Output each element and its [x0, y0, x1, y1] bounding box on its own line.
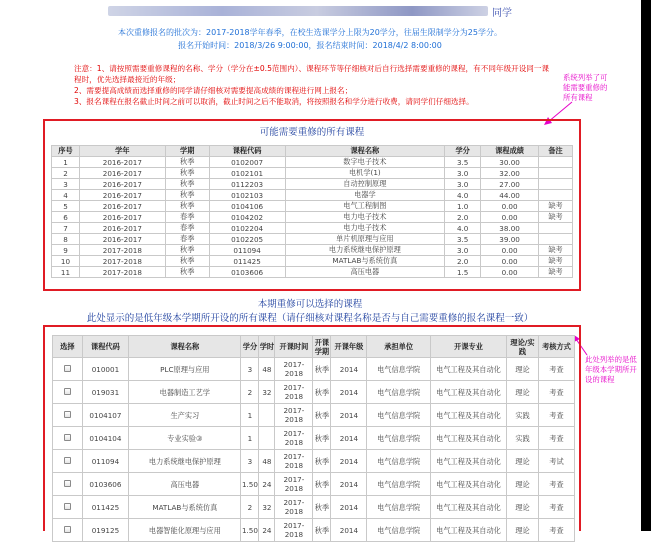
rule-1: 注意：1、请按照需要重修课程的名称、学分（学分在±0.5范围内）、课程环节等仔细核对后自行选择需要重修的课程，有不同年级开设同一课程时，优先选择最接近的年级； — [74, 64, 550, 84]
table-cell: 2017-2018 — [275, 496, 313, 519]
table-cell: 电气工程及其自动化 — [430, 381, 506, 404]
column-header: 开课学期 — [314, 337, 330, 356]
select-checkbox[interactable] — [64, 434, 71, 441]
table-cell: 电力电子技术 — [285, 212, 445, 223]
window-edge — [641, 0, 651, 531]
current-courses-caption: 本期重修可以选择的课程 — [257, 299, 363, 310]
table-cell: 010001 — [82, 358, 129, 381]
table-header-row — [53, 336, 575, 358]
current-courses-panel — [43, 325, 581, 539]
table-cell: 0102007 — [209, 157, 285, 168]
table-cell — [539, 168, 573, 179]
table-cell: 4.0 — [445, 223, 481, 234]
table-cell: 5 — [52, 201, 80, 212]
table-cell: 春季 — [165, 212, 209, 223]
table-row — [52, 267, 573, 278]
table-cell: 考查 — [538, 473, 574, 496]
table-cell: 秋季 — [313, 358, 331, 381]
table-cell: 3 — [241, 450, 259, 473]
table-cell: 单片机原理与应用 — [285, 234, 445, 245]
table-cell: 电气信息学院 — [367, 404, 431, 427]
table-cell: 11 — [52, 267, 80, 278]
page-title — [0, 0, 620, 22]
table-row — [52, 168, 573, 179]
table-cell: 缺考 — [539, 256, 573, 267]
select-cell — [53, 404, 83, 427]
select-cell — [53, 496, 83, 519]
table-row — [53, 404, 575, 427]
table-cell: 电气工程及其自动化 — [430, 427, 506, 450]
table-cell: 2017-2018 — [275, 519, 313, 542]
table-cell: PLC原理与应用 — [129, 358, 241, 381]
table-cell: 011094 — [209, 245, 285, 256]
column-header: 开课专业 — [430, 336, 506, 358]
table-cell — [539, 157, 573, 168]
table-cell: 39.00 — [481, 234, 539, 245]
table-cell: 1.50 — [241, 519, 259, 542]
retake-candidates-panel — [43, 119, 581, 291]
annotation-current-courses — [585, 355, 643, 385]
batch-info: 本次重修报名的批次为：2017-2018学年春季，在校生选课学分上限为20学分，往届生限制学分为25学分。 — [118, 28, 502, 37]
table-cell: 电气信息学院 — [367, 450, 431, 473]
table-cell: 2016-2017 — [79, 201, 165, 212]
column-header: 学分 — [445, 146, 481, 157]
table-cell: 2014 — [331, 496, 367, 519]
column-header: 课程成绩 — [481, 146, 539, 157]
table-cell: 30.00 — [481, 157, 539, 168]
table-cell: 春季 — [165, 223, 209, 234]
table-cell: 电气工程及其自动化 — [430, 496, 506, 519]
table-cell: 6 — [52, 212, 80, 223]
table-cell: 电气信息学院 — [367, 358, 431, 381]
table-cell: 理论 — [507, 450, 539, 473]
table-cell: 1.5 — [445, 267, 481, 278]
select-cell — [53, 427, 83, 450]
table-cell: 9 — [52, 245, 80, 256]
table-cell: 专业实验③ — [129, 427, 241, 450]
select-cell — [53, 450, 83, 473]
table-row — [53, 381, 575, 404]
retake-candidates-table — [51, 145, 573, 278]
table-cell — [539, 190, 573, 201]
table-cell: 秋季 — [165, 179, 209, 190]
table-cell: 011094 — [82, 450, 129, 473]
rules-notice — [74, 63, 552, 107]
column-header: 课程代码 — [82, 336, 129, 358]
select-checkbox[interactable] — [64, 457, 71, 464]
table-cell: 秋季 — [313, 519, 331, 542]
table-cell: 考查 — [538, 496, 574, 519]
table-cell: 2017-2018 — [275, 450, 313, 473]
table-cell: 秋季 — [165, 201, 209, 212]
table-cell: 2016-2017 — [79, 157, 165, 168]
column-header: 序号 — [52, 146, 80, 157]
annotation-line: 此处列举的是低 — [585, 355, 637, 364]
table-cell: 0102205 — [209, 234, 285, 245]
rule-2: 2、需要提高成绩而选择重修的同学请仔细核对需要提高成绩的课程进行网上报名； — [74, 86, 353, 95]
table-cell: 3.0 — [445, 168, 481, 179]
table-cell: 0103606 — [82, 473, 129, 496]
page-header — [0, 0, 620, 53]
table-cell: 0103606 — [209, 267, 285, 278]
table-cell: 2014 — [331, 427, 367, 450]
table-cell: 缺考 — [539, 245, 573, 256]
table-cell: 缺考 — [539, 201, 573, 212]
table-cell: 考查 — [538, 427, 574, 450]
table-cell — [539, 234, 573, 245]
annotation-line: 所有课程 — [563, 93, 593, 102]
table-cell: 电气工程制图 — [285, 201, 445, 212]
table-cell: 32.00 — [481, 168, 539, 179]
table-cell: 电气信息学院 — [367, 381, 431, 404]
table-cell: 秋季 — [313, 404, 331, 427]
table-cell: 秋季 — [313, 473, 331, 496]
table-cell: 2014 — [331, 473, 367, 496]
table-cell: 秋季 — [313, 450, 331, 473]
table-cell: 电气信息学院 — [367, 519, 431, 542]
table-cell: 019031 — [82, 381, 129, 404]
table-cell: 数字电子技术 — [285, 157, 445, 168]
table-cell: 秋季 — [165, 256, 209, 267]
table-cell: 3 — [52, 179, 80, 190]
table-cell: 2.0 — [445, 212, 481, 223]
table-cell: 3.5 — [445, 234, 481, 245]
table-cell: 0104106 — [209, 201, 285, 212]
select-checkbox[interactable] — [64, 365, 71, 372]
column-header: 学期 — [165, 146, 209, 157]
table-cell: 缺考 — [539, 267, 573, 278]
table-cell: 高压电器 — [285, 267, 445, 278]
table-cell: 011425 — [82, 496, 129, 519]
column-header: 学分 — [241, 336, 259, 358]
table-cell: 8 — [52, 234, 80, 245]
table-cell: 电力系统继电保护原理 — [129, 450, 241, 473]
table-cell: 0104107 — [82, 404, 129, 427]
table-cell: 电气信息学院 — [367, 473, 431, 496]
table-row — [52, 223, 573, 234]
column-header: 备注 — [539, 146, 573, 157]
table-cell: 电气信息学院 — [367, 427, 431, 450]
table-cell: 考查 — [538, 381, 574, 404]
table-cell: 24 — [259, 519, 275, 542]
table-cell: 秋季 — [313, 381, 331, 404]
table-row — [52, 190, 573, 201]
table-row — [52, 256, 573, 267]
table-cell: 0104202 — [209, 212, 285, 223]
select-cell — [53, 473, 83, 496]
table-cell: MATLAB与系统仿真 — [129, 496, 241, 519]
table-cell: 2017-2018 — [79, 267, 165, 278]
table-cell: 实践 — [507, 404, 539, 427]
rule-3: 3、报名课程在报名截止时间之前可以取消，截止时间之后不能取消，将按照报名和学分进行收费，请同学们仔细选择。 — [74, 97, 474, 106]
table-cell: 3.0 — [445, 179, 481, 190]
column-header: 选择 — [53, 336, 83, 358]
select-checkbox[interactable] — [64, 411, 71, 418]
select-checkbox[interactable] — [64, 526, 71, 533]
table-cell: 2 — [241, 496, 259, 519]
table-cell: 019125 — [82, 519, 129, 542]
select-cell — [53, 519, 83, 542]
column-header: 开课年级 — [331, 336, 367, 358]
table-cell: 2014 — [331, 358, 367, 381]
table-cell: 2.0 — [445, 256, 481, 267]
table-cell: 秋季 — [165, 157, 209, 168]
table-cell: 2016-2017 — [79, 168, 165, 179]
table-cell: 0.00 — [481, 212, 539, 223]
table-row — [52, 157, 573, 168]
table-cell: 2017-2018 — [79, 256, 165, 267]
table-cell: 电气工程及其自动化 — [430, 450, 506, 473]
table-cell: 0104104 — [82, 427, 129, 450]
table-row — [52, 234, 573, 245]
table-row — [52, 212, 573, 223]
table-cell: 2014 — [331, 404, 367, 427]
table-cell: 秋季 — [165, 245, 209, 256]
table-row — [52, 245, 573, 256]
table-cell: 电气工程及其自动化 — [430, 358, 506, 381]
table-cell — [539, 179, 573, 190]
table-cell: 0112203 — [209, 179, 285, 190]
column-header: 考核方式 — [538, 336, 574, 358]
table-cell: 48 — [259, 450, 275, 473]
table-row — [53, 450, 575, 473]
annotation-line: 系统列举了可 — [563, 73, 608, 82]
table-cell — [539, 223, 573, 234]
table-cell: 0102204 — [209, 223, 285, 234]
table-cell: 24 — [259, 473, 275, 496]
table-cell: 电气信息学院 — [367, 496, 431, 519]
table-cell: 0.00 — [481, 201, 539, 212]
table-cell: 理论 — [507, 358, 539, 381]
table-cell: 电器智能化原理与应用 — [129, 519, 241, 542]
table-cell: 缺考 — [539, 212, 573, 223]
table-cell: 0.00 — [481, 245, 539, 256]
table-cell: 理论 — [507, 519, 539, 542]
table-cell: 38.00 — [481, 223, 539, 234]
column-header: 承担单位 — [367, 336, 431, 358]
table-cell: 2017-2018 — [275, 427, 313, 450]
table-header-row — [52, 146, 573, 157]
table-cell: 011425 — [209, 256, 285, 267]
select-checkbox[interactable] — [64, 388, 71, 395]
table-cell: 1 — [241, 427, 259, 450]
table-cell: 秋季 — [165, 190, 209, 201]
table-cell: 2014 — [331, 519, 367, 542]
table-cell: MATLAB与系统仿真 — [285, 256, 445, 267]
table-cell: 2016-2017 — [79, 223, 165, 234]
table-cell: 考查 — [538, 404, 574, 427]
table-cell: 秋季 — [165, 267, 209, 278]
table-cell: 电气工程及其自动化 — [430, 519, 506, 542]
table-cell — [259, 404, 275, 427]
table-cell: 1.50 — [241, 473, 259, 496]
table-cell: 秋季 — [313, 427, 331, 450]
table-cell: 秋季 — [313, 496, 331, 519]
table-cell: 2 — [52, 168, 80, 179]
table-cell: 3.0 — [445, 245, 481, 256]
table-cell: 电气工程及其自动化 — [430, 404, 506, 427]
table-cell: 48 — [259, 358, 275, 381]
table-cell: 生产实习 — [129, 404, 241, 427]
table-row — [53, 519, 575, 542]
title-suffix: 同学 — [492, 7, 512, 19]
table-cell: 电器学 — [285, 190, 445, 201]
table-cell — [259, 427, 275, 450]
table-cell: 秋季 — [165, 168, 209, 179]
table-cell: 2017-2018 — [79, 245, 165, 256]
table-cell: 2016-2017 — [79, 234, 165, 245]
current-courses-subcaption: 此处显示的是低年级本学期所开设的所有课程（请仔细核对课程名称是否与自己需要重修的报名课程一致） — [86, 313, 534, 324]
table-cell: 2016-2017 — [79, 212, 165, 223]
column-header: 课程代码 — [209, 146, 285, 157]
retake-candidates-caption: 可能需要重修的所有课程 — [259, 127, 365, 138]
table-cell: 3.5 — [445, 157, 481, 168]
table-cell: 0.00 — [481, 267, 539, 278]
table-cell: 3 — [241, 358, 259, 381]
column-header: 课程名称 — [285, 146, 445, 157]
column-header: 理论/实践 — [507, 336, 539, 358]
table-cell: 2 — [241, 381, 259, 404]
table-cell: 高压电器 — [129, 473, 241, 496]
select-cell — [53, 358, 83, 381]
select-checkbox[interactable] — [64, 480, 71, 487]
table-cell: 实践 — [507, 427, 539, 450]
table-cell: 理论 — [507, 473, 539, 496]
table-cell: 2017-2018 — [275, 381, 313, 404]
table-cell: 27.00 — [481, 179, 539, 190]
table-cell: 2017-2018 — [275, 404, 313, 427]
table-cell: 1 — [52, 157, 80, 168]
table-cell: 1.0 — [445, 201, 481, 212]
table-cell: 4.0 — [445, 190, 481, 201]
table-row — [53, 473, 575, 496]
select-checkbox[interactable] — [64, 503, 71, 510]
table-cell: 电器制造工艺学 — [129, 381, 241, 404]
table-cell: 0102101 — [209, 168, 285, 179]
table-cell: 10 — [52, 256, 80, 267]
table-cell: 考查 — [538, 519, 574, 542]
table-cell: 32 — [259, 381, 275, 404]
table-cell: 理论 — [507, 381, 539, 404]
annotation-line: 设的课程 — [585, 375, 615, 384]
table-cell: 春季 — [165, 234, 209, 245]
table-cell: 32 — [259, 496, 275, 519]
column-header: 课程名称 — [129, 336, 241, 358]
table-cell: 考查 — [538, 358, 574, 381]
table-cell: 7 — [52, 223, 80, 234]
table-cell: 电力电子技术 — [285, 223, 445, 234]
table-row — [53, 496, 575, 519]
table-cell: 0.00 — [481, 256, 539, 267]
table-cell: 自动控制原理 — [285, 179, 445, 190]
table-cell: 电机学(1) — [285, 168, 445, 179]
table-cell: 2017-2018 — [275, 473, 313, 496]
table-row — [53, 427, 575, 450]
table-cell: 理论 — [507, 496, 539, 519]
table-cell: 电力系统继电保护原理 — [285, 245, 445, 256]
column-header: 学年 — [79, 146, 165, 157]
table-row — [52, 201, 573, 212]
current-courses-table — [52, 335, 575, 542]
table-cell: 2016-2017 — [79, 190, 165, 201]
table-cell: 2014 — [331, 381, 367, 404]
table-cell: 电气工程及其自动化 — [430, 473, 506, 496]
select-cell — [53, 381, 83, 404]
table-row — [52, 179, 573, 190]
table-cell: 4 — [52, 190, 80, 201]
table-cell: 1 — [241, 404, 259, 427]
annotation-line: 年级本学期所开 — [585, 365, 637, 374]
table-cell: 2014 — [331, 450, 367, 473]
table-cell: 2017-2018 — [275, 358, 313, 381]
column-header: 学时 — [259, 336, 275, 358]
table-row — [53, 358, 575, 381]
redacted-student-name — [108, 6, 488, 16]
column-header: 开课时间 — [275, 336, 313, 358]
annotation-line: 能需要重修的 — [563, 83, 608, 92]
table-cell: 2016-2017 — [79, 179, 165, 190]
table-cell: 考试 — [538, 450, 574, 473]
time-info: 报名开始时间：2018/3/26 9:00:00，报名结束时间：2018/4/2 8:00:00 — [178, 41, 442, 50]
table-cell: 44.00 — [481, 190, 539, 201]
table-cell: 0102103 — [209, 190, 285, 201]
